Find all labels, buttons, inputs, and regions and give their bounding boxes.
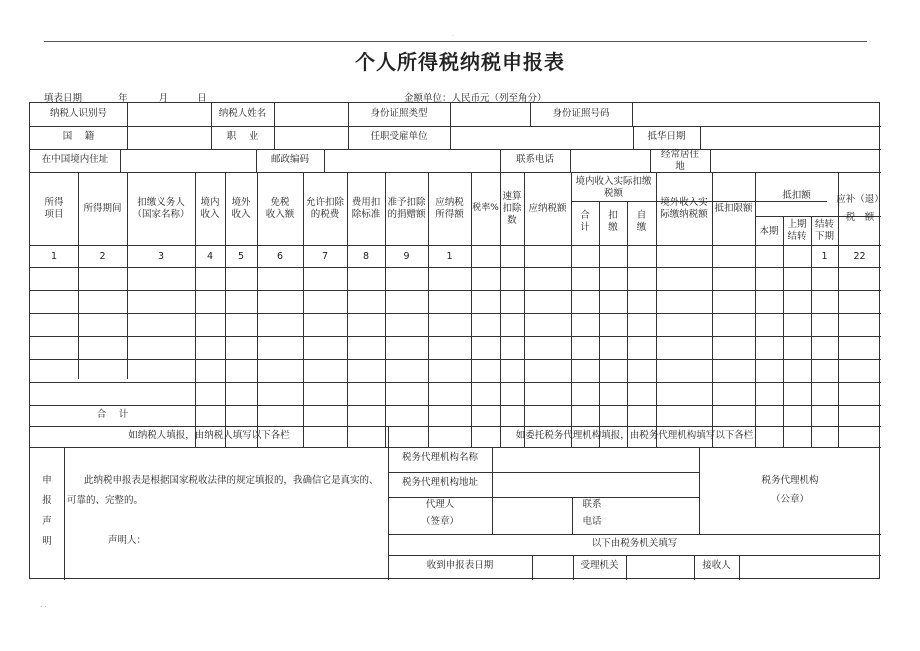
col-credit-next: 结转 下期 [814,219,834,242]
index-cell: 4 [206,251,214,262]
col-tax-payable: 应纳税额 [528,203,567,214]
taxpayer-id-label: 纳税人识别号 [49,108,107,119]
col-foreign-income: 境外 收入 [231,197,251,220]
col-paid-withheld: 扣 缴 [608,210,618,233]
agent-org-stamp: 税务代理机构 （公章） [761,475,819,505]
index-cell: 7 [321,251,329,262]
index-cell: 22 [853,251,866,262]
index-cell: 8 [362,251,370,262]
col-credit-limit: 抵扣限额 [714,203,753,214]
total-row-label: 合 计 [96,409,129,420]
col-tax-exempt: 免税 收入额 [265,197,295,220]
top-mark: · [452,33,454,40]
postcode-label: 邮政编码 [270,154,309,165]
employer-label: 任职受雇单位 [370,131,428,142]
residence-label: 经常居住 地 [660,149,699,172]
col-taxable-income: 应纳税 所得额 [435,197,464,220]
col-credit-amount: 抵扣额 [782,190,811,201]
taxpayer-name-label: 纳税人姓名 [218,108,267,119]
nationality-label: 国 籍 [62,131,95,142]
col-expense-standard: 费用扣 除标准 [351,197,381,220]
col-credit-prev: 上期 结转 [787,219,807,242]
month-label: 月 [158,93,169,104]
col-paid-self: 自 缴 [636,210,647,233]
declaration-side-label: 申 报 声 明 [42,475,52,548]
received-date-label: 收到申报表日期 [426,560,494,571]
col-domestic-paid: 境内收入实际扣缴 税额 [575,176,652,199]
bottom-mark: · · [40,603,47,611]
index-cell: 9 [403,251,410,262]
id-number-label: 身份证照号码 [552,108,610,119]
page-title: 个人所得税纳税申报表 [355,50,565,74]
tax-office-heading: 以下由税务机关填写 [591,538,678,549]
declaration-text-2: 可靠的、完整的。 [67,495,144,506]
tax-return-form [29,102,884,579]
domestic-address-label: 在中国境内住址 [41,154,109,165]
col-income-item: 所得 项目 [44,197,64,220]
declarant-label: 声明人： [108,535,147,546]
index-cell: 1 [50,251,58,262]
self-fill-heading: 如纳税人填报，由纳税人填写以下各栏 [128,430,290,441]
top-rule [44,41,867,42]
col-refund: 应补（退） 税 额 [836,194,884,224]
receiver-label: 接收人 [702,560,731,571]
col-deductible-tax: 允许扣除 的税费 [305,197,344,220]
id-type-label: 身份证照类型 [370,108,428,119]
agent-person-label: 代理人 （签章） [420,499,459,527]
col-income-period: 所得期间 [83,203,122,214]
col-quick-deduction: 速算 扣除 数 [502,191,522,226]
agent-name-label: 税务代理机构名称 [401,452,478,463]
col-paid-total: 合 计 [580,210,590,233]
col-domestic-income: 境内 收入 [200,197,220,220]
index-cell: 3 [157,251,165,262]
currency-unit: 金额单位：人民币元（列至角分） [404,93,547,104]
col-credit-current: 本期 [759,226,779,237]
phone-label: 联系电话 [515,154,554,165]
index-cell: 1 [821,251,828,262]
day-label: 日 [197,93,207,104]
col-tax-rate: 税率% [472,203,499,213]
tax-office-label: 受理机关 [580,560,619,571]
declaration-text-1: 此纳税申报表是根据国家税收法律的规定填报的，我确信它是真实的、 [84,475,379,486]
index-cell: 5 [237,251,245,262]
fill-date-label: 填表日期 [44,93,83,104]
agent-address-label: 税务代理机构地址 [401,477,478,488]
occupation-label: 职 业 [226,131,259,142]
agent-contact-label: 联系 电话 [582,499,602,527]
col-withholding-agent: 扣缴义务人 （国家名称） [132,197,190,220]
agent-fill-heading: 如委托税务代理机构填报，由税务代理机构填写以下各栏 [515,430,754,441]
index-cell: 2 [99,251,106,262]
col-donation: 准予扣除 的捐赠额 [387,197,426,220]
index-cell: 6 [276,251,284,262]
index-cell: 1 [446,251,453,262]
col-foreign-tax-paid: 境外收入实 际缴纳税额 [660,197,708,220]
year-label: 年 [118,93,128,104]
arrival-date-label: 抵华日期 [647,131,686,142]
